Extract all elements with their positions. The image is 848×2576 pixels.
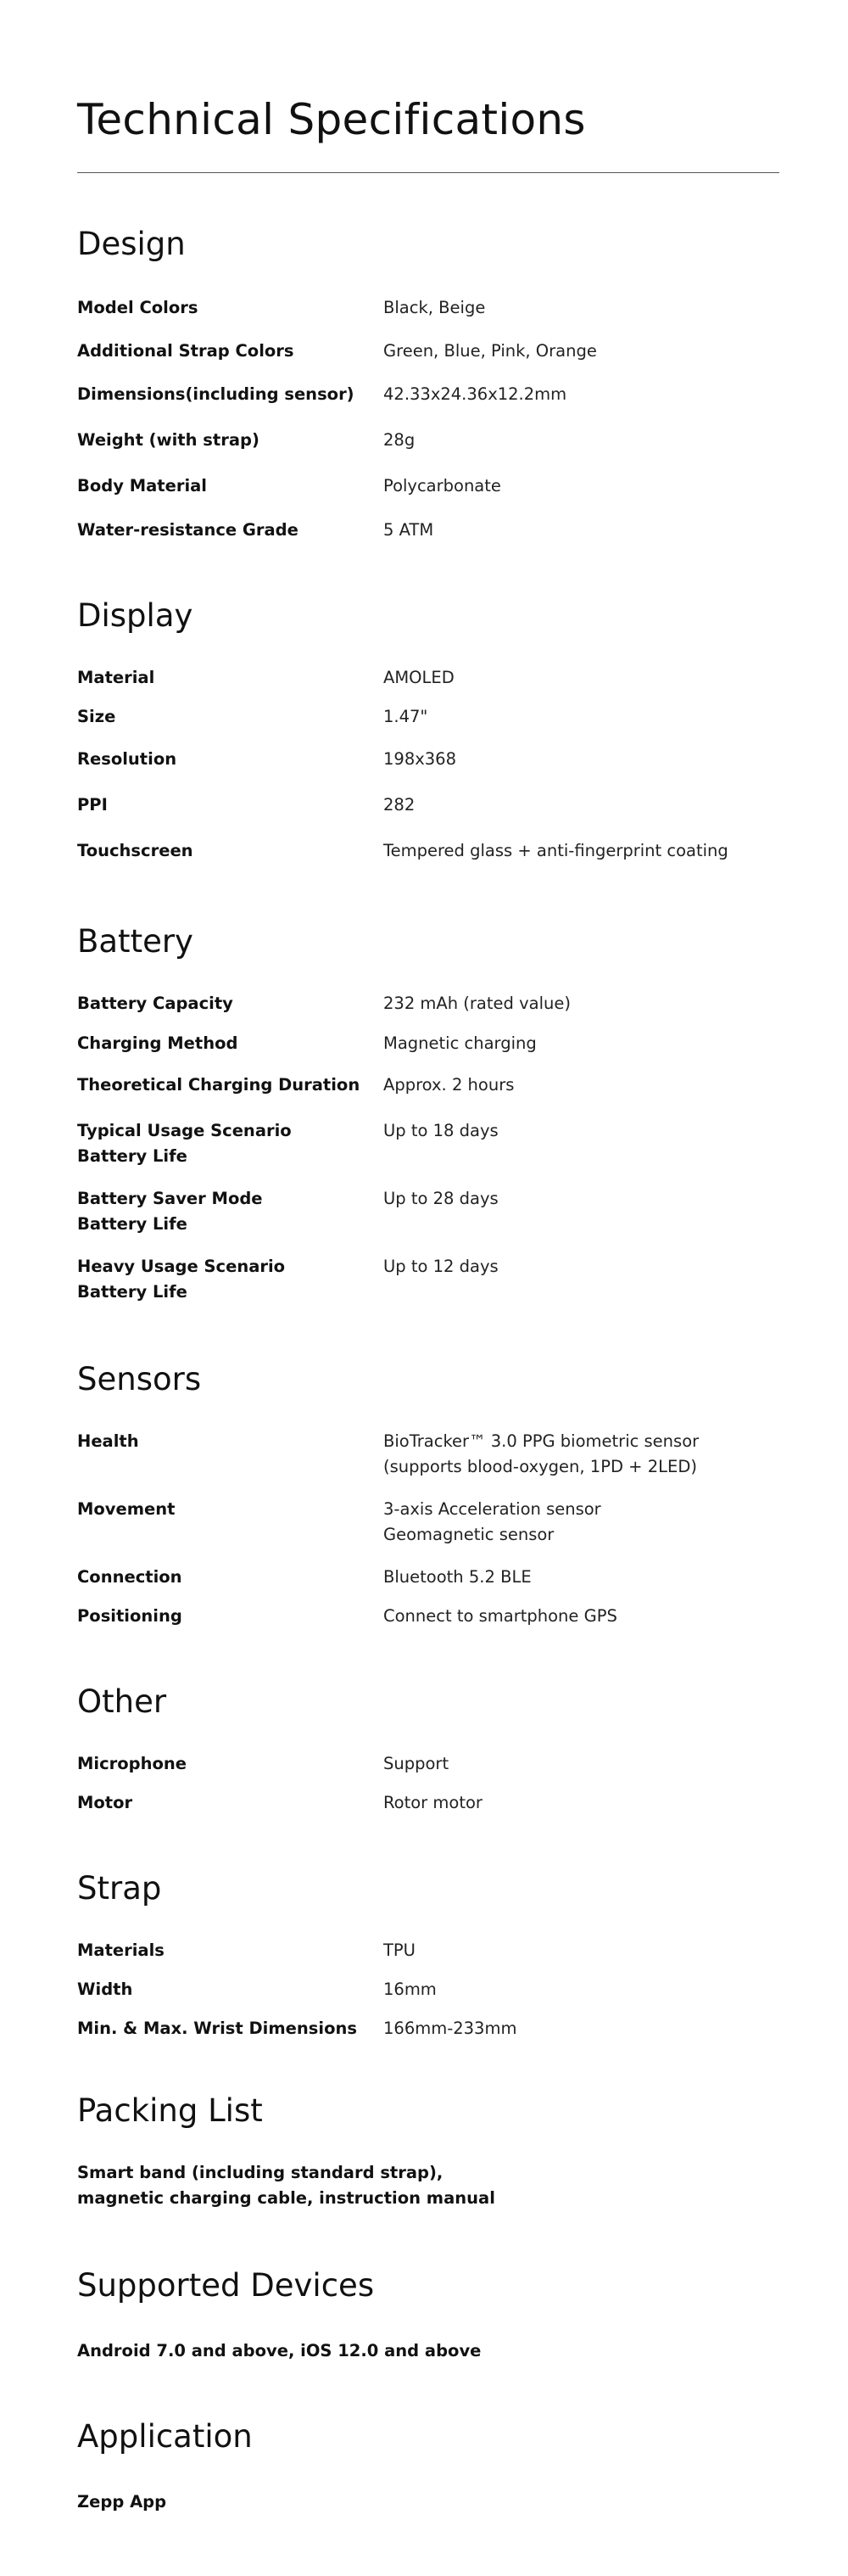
- spec-label: Battery Capacity: [77, 994, 233, 1013]
- spec-value-line: BioTracker™ 3.0 PPG biometric sensor: [383, 1431, 700, 1451]
- section-title-strap: Strap: [77, 1870, 162, 1907]
- spec-value: TPU: [383, 1940, 416, 1960]
- spec-value: 232 mAh (rated value): [383, 994, 571, 1013]
- spec-label: Microphone: [77, 1754, 187, 1773]
- spec-value: 282: [383, 795, 416, 815]
- spec-value-line: (supports blood-oxygen, 1PD + 2LED): [383, 1457, 697, 1476]
- spec-value: Up to 28 days: [383, 1189, 499, 1208]
- spec-label: Positioning: [77, 1606, 182, 1626]
- spec-value: Rotor motor: [383, 1793, 483, 1812]
- spec-value: [383, 1497, 779, 1548]
- spec-value: Up to 18 days: [383, 1121, 499, 1140]
- spec-label: Resolution: [77, 749, 177, 769]
- title-divider: [77, 172, 779, 173]
- spec-label-line: Typical Usage Scenario: [77, 1121, 292, 1140]
- section-title-design: Design: [77, 226, 186, 262]
- section-title-other: Other: [77, 1683, 167, 1720]
- spec-label: [77, 1118, 374, 1169]
- spec-label: Body Material: [77, 476, 207, 496]
- spec-label: [77, 1254, 374, 1305]
- spec-value: 42.33x24.36x12.2mm: [383, 384, 567, 404]
- spec-label-line: Battery Life: [77, 1146, 187, 1166]
- spec-label-line: Battery Saver Mode: [77, 1189, 263, 1208]
- spec-value: Bluetooth 5.2 BLE: [383, 1567, 532, 1587]
- spec-value: Black, Beige: [383, 298, 486, 317]
- spec-label: Touchscreen: [77, 841, 193, 860]
- spec-value: 16mm: [383, 1980, 437, 1999]
- spec-value: Approx. 2 hours: [383, 1075, 515, 1095]
- spec-value: Polycarbonate: [383, 476, 501, 496]
- section-title-display: Display: [77, 597, 193, 634]
- spec-label: Dimensions(including sensor): [77, 384, 354, 404]
- spec-label: Size: [77, 707, 116, 726]
- section-title-packing-list: Packing List: [77, 2092, 263, 2129]
- spec-value: Support: [383, 1754, 449, 1773]
- spec-label: Water-resistance Grade: [77, 520, 298, 540]
- spec-value: AMOLED: [383, 668, 455, 687]
- spec-label: Min. & Max. Wrist Dimensions: [77, 2019, 357, 2038]
- spec-value-line: Geomagnetic sensor: [383, 1525, 555, 1544]
- section-title-battery: Battery: [77, 923, 193, 960]
- spec-label: Additional Strap Colors: [77, 341, 294, 361]
- spec-label: Model Colors: [77, 298, 198, 317]
- page-title: Technical Specifications: [77, 95, 586, 144]
- spec-value: 28g: [383, 430, 416, 450]
- spec-label: Charging Method: [77, 1033, 238, 1053]
- spec-value: 166mm-233mm: [383, 2019, 517, 2038]
- spec-value: Tempered glass + anti-fingerprint coating: [383, 841, 728, 860]
- packing-list-line: Smart band (including standard strap),: [77, 2163, 444, 2182]
- spec-value: 5 ATM: [383, 520, 434, 540]
- application-text: Zepp App: [77, 2492, 167, 2512]
- packing-list-line: magnetic charging cable, instruction manual: [77, 2188, 495, 2208]
- spec-label: PPI: [77, 795, 108, 815]
- supported-devices-text: Android 7.0 and above, iOS 12.0 and above: [77, 2341, 482, 2360]
- spec-value: 198x368: [383, 749, 456, 769]
- spec-label: [77, 1186, 374, 1237]
- spec-label: Theoretical Charging Duration: [77, 1075, 360, 1095]
- spec-label: Weight (with strap): [77, 430, 259, 450]
- spec-value: [383, 1429, 779, 1480]
- spec-label: Materials: [77, 1940, 165, 1960]
- spec-value: Up to 12 days: [383, 1257, 499, 1276]
- packing-list-text: [77, 2160, 495, 2211]
- spec-label: Connection: [77, 1567, 182, 1587]
- section-title-sensors: Sensors: [77, 1361, 202, 1397]
- spec-value: Magnetic charging: [383, 1033, 537, 1053]
- spec-value: Connect to smartphone GPS: [383, 1606, 617, 1626]
- spec-label: Width: [77, 1980, 133, 1999]
- section-title-application: Application: [77, 2418, 253, 2455]
- spec-value-line: 3-axis Acceleration sensor: [383, 1499, 601, 1519]
- section-title-supported-devices: Supported Devices: [77, 2267, 375, 2304]
- spec-value: Green, Blue, Pink, Orange: [383, 341, 597, 361]
- spec-label: Material: [77, 668, 155, 687]
- spec-label-line: Heavy Usage Scenario: [77, 1257, 286, 1276]
- spec-label: Movement: [77, 1499, 176, 1519]
- spec-label-line: Battery Life: [77, 1282, 187, 1302]
- spec-label-line: Battery Life: [77, 1214, 187, 1234]
- spec-label: Motor: [77, 1793, 133, 1812]
- spec-value: 1.47": [383, 707, 428, 726]
- spec-label: Health: [77, 1431, 139, 1451]
